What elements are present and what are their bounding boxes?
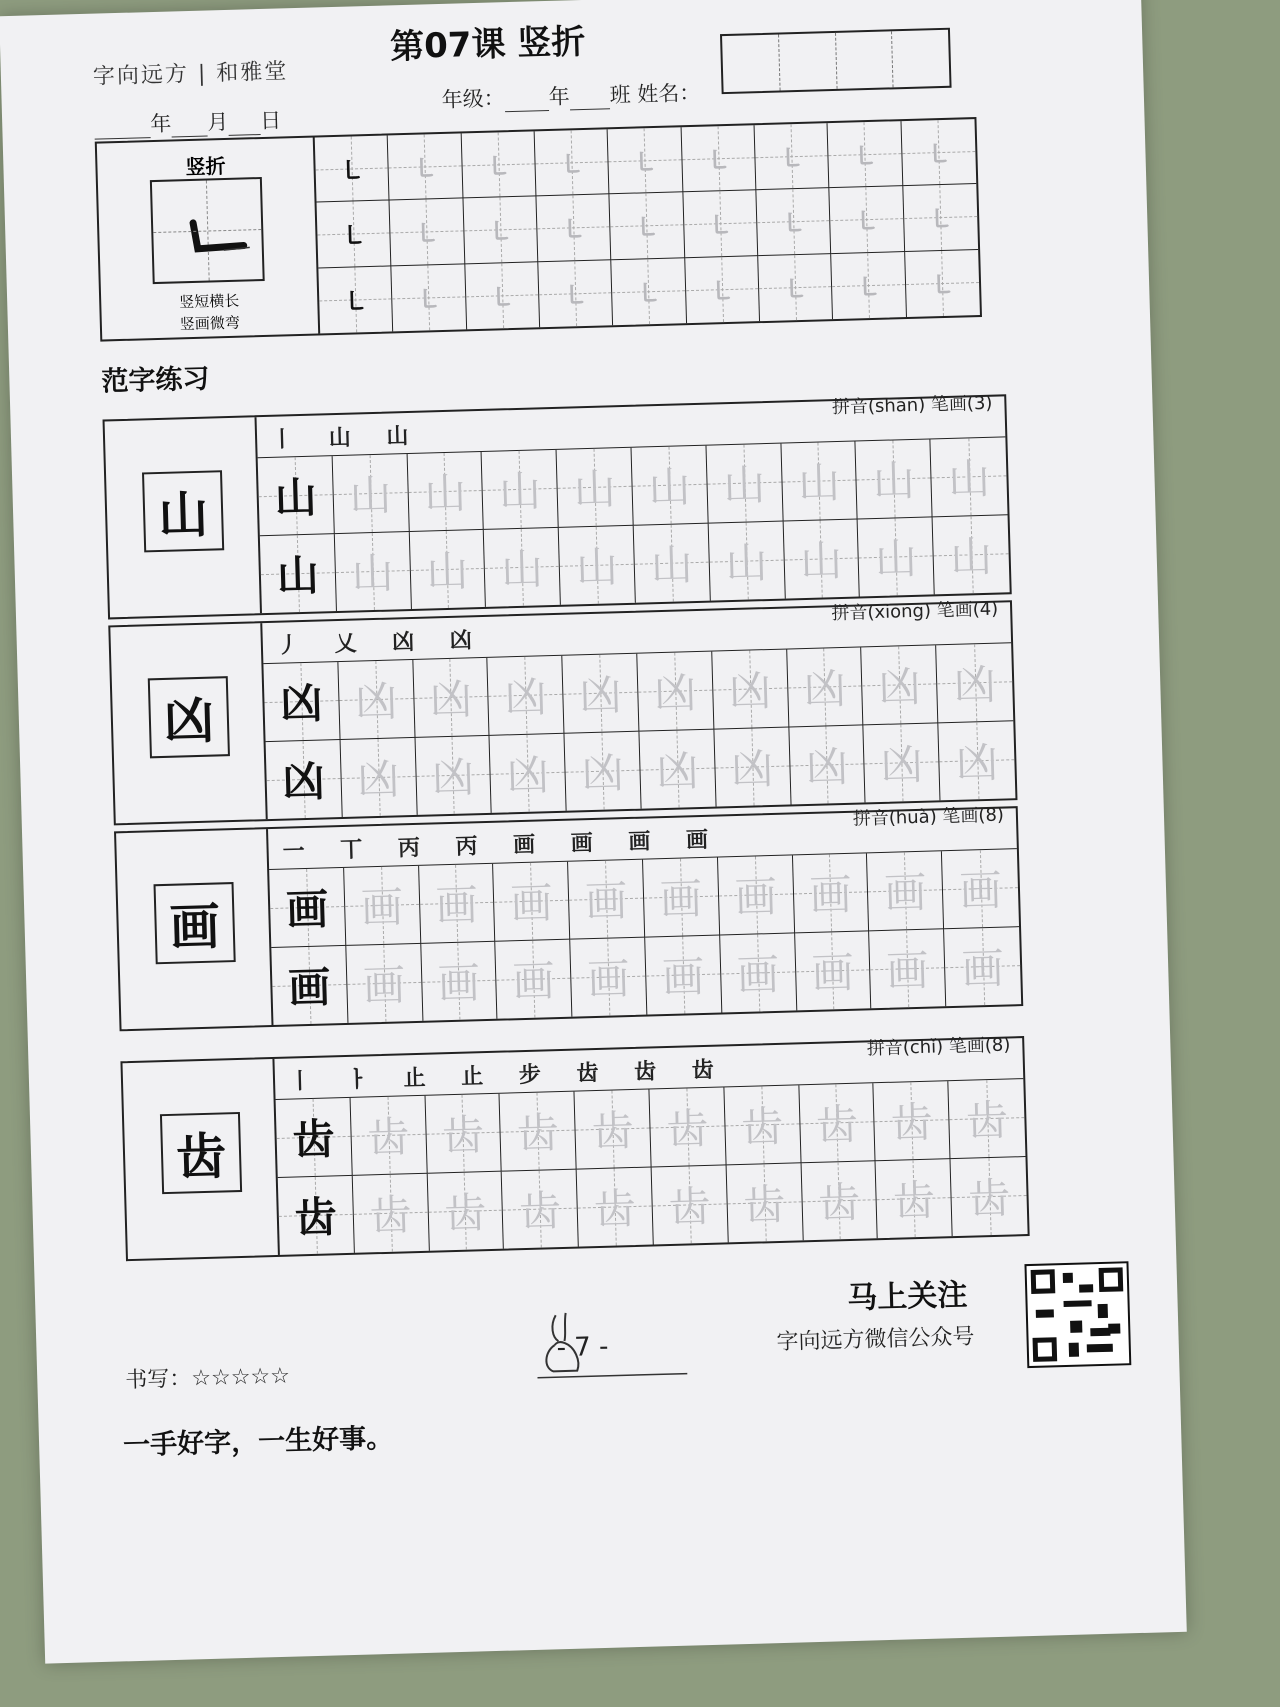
stroke-practice-cell[interactable] — [610, 193, 685, 260]
trace-character: 山 — [797, 458, 841, 509]
practice-cell[interactable] — [562, 654, 639, 734]
trace-character: 凶 — [580, 748, 625, 799]
motto: 一手好字，一生好事。 — [122, 1422, 394, 1462]
trace-character: 齿 — [291, 1114, 336, 1165]
practice-grid[interactable] — [276, 1079, 1028, 1255]
stroke-practice-cell[interactable] — [831, 252, 906, 319]
practice-cell[interactable] — [720, 933, 797, 1013]
section-title: 范字练习 — [101, 363, 210, 398]
rating — [125, 1359, 290, 1395]
practice-cell[interactable] — [263, 662, 340, 742]
grade-label: 年级： — [441, 86, 506, 112]
practice-cell[interactable] — [484, 527, 561, 607]
practice-cell[interactable] — [944, 927, 1021, 1007]
stroke-glyph: ㇄ — [706, 210, 734, 242]
trace-character: 凶 — [431, 752, 475, 803]
stroke-order: 丨 山 山 — [270, 423, 423, 453]
trace-character: 齿 — [890, 1097, 934, 1149]
trace-character: 山 — [573, 464, 617, 515]
practice-cell[interactable] — [712, 650, 789, 730]
practice-cell[interactable] — [726, 1163, 803, 1243]
practice-cell[interactable] — [419, 864, 496, 944]
practice-cell[interactable] — [942, 849, 1019, 929]
trace-character: 齿 — [742, 1180, 787, 1231]
practice-cell[interactable] — [575, 1090, 652, 1170]
trace-character: 齿 — [665, 1104, 710, 1155]
trace-character: 凶 — [354, 676, 398, 727]
practice-cell[interactable] — [799, 1083, 876, 1163]
trace-character: 齿 — [518, 1186, 562, 1237]
stroke-glyph: ㇄ — [778, 143, 806, 175]
model-character-panel — [116, 829, 273, 1029]
practice-cell[interactable] — [346, 943, 423, 1023]
model-character: 齿 — [160, 1112, 242, 1194]
trace-character: 凶 — [953, 659, 997, 711]
pinyin-strokes: 拼音(shān) 笔画(3) — [831, 392, 993, 419]
practice-cell[interactable] — [338, 660, 415, 740]
practice-cell[interactable] — [490, 733, 567, 813]
practice-cell[interactable] — [787, 647, 864, 727]
stroke-order: 丿 乂 凶 凶 — [276, 627, 487, 659]
practice-cell[interactable] — [407, 452, 484, 532]
practice-cell[interactable] — [260, 534, 337, 614]
practice-cell[interactable] — [493, 862, 570, 942]
stroke-glyph: ㇄ — [411, 153, 439, 185]
practice-cell[interactable] — [266, 740, 343, 820]
practice-cell[interactable] — [258, 456, 335, 536]
trace-character: 画 — [511, 956, 556, 1007]
practice-cell[interactable] — [415, 735, 492, 815]
trace-character: 画 — [958, 865, 1003, 917]
stroke-name: 竖折 — [185, 154, 226, 180]
trace-character: 齿 — [441, 1110, 485, 1161]
stroke-glyph: ㇄ — [780, 208, 807, 240]
practice-cell[interactable] — [789, 725, 866, 805]
trace-character: 齿 — [366, 1112, 411, 1163]
trace-character: 凶 — [728, 666, 772, 717]
trace-character: 齿 — [965, 1095, 1009, 1146]
trace-character: 凶 — [504, 672, 548, 723]
trace-character: 齿 — [967, 1173, 1011, 1224]
trace-character: 画 — [509, 878, 554, 929]
practice-cell[interactable] — [801, 1161, 878, 1241]
trace-character: 山 — [799, 536, 843, 587]
practice-cell[interactable] — [409, 529, 486, 609]
trace-character: 齿 — [667, 1182, 712, 1233]
character-block — [120, 1036, 1029, 1261]
trace-character: 凶 — [506, 750, 550, 801]
stroke-glyph: ㇄ — [340, 221, 368, 252]
name-label: 姓名： — [637, 80, 701, 107]
practice-cell[interactable] — [951, 1157, 1028, 1237]
character-block — [114, 806, 1023, 1031]
stroke-practice-cell[interactable] — [905, 250, 980, 317]
trace-character: 凶 — [279, 678, 324, 729]
stroke-demo-icon — [150, 177, 265, 284]
practice-cell[interactable] — [938, 721, 1015, 801]
stroke-info — [97, 138, 320, 340]
trace-character: 山 — [350, 548, 395, 599]
stroke-glyph: ㇄ — [635, 278, 663, 310]
practice-area — [262, 598, 1015, 819]
practice-cell[interactable] — [634, 523, 711, 603]
trace-character: 齿 — [294, 1192, 338, 1243]
stroke-glyph: ㇄ — [631, 147, 659, 179]
trace-character: 凶 — [803, 664, 847, 715]
trace-character: 山 — [724, 538, 769, 589]
practice-cell[interactable] — [421, 941, 498, 1021]
trace-character: 画 — [736, 950, 780, 1001]
qr-code-icon[interactable] — [1024, 1261, 1131, 1368]
grade-class-name-line — [441, 77, 700, 114]
practice-cell[interactable] — [874, 1081, 951, 1161]
practice-cell[interactable] — [577, 1167, 654, 1247]
trace-character: 山 — [722, 460, 766, 511]
trace-character: 齿 — [368, 1190, 413, 1241]
practice-cell[interactable] — [724, 1085, 801, 1165]
trace-character: 凶 — [877, 662, 922, 713]
practice-cell[interactable] — [271, 945, 348, 1025]
practice-cell[interactable] — [637, 652, 714, 732]
stroke-practice-cell[interactable] — [681, 125, 756, 192]
trace-character: 画 — [883, 867, 928, 919]
practice-cell[interactable] — [496, 939, 573, 1019]
stroke-glyph: ㇄ — [925, 139, 953, 171]
stroke-order: 一 丅 丙 丙 画 画 画 画 — [282, 827, 723, 865]
stroke-glyph: ㇄ — [851, 141, 879, 173]
trace-character: 画 — [285, 884, 329, 935]
stroke-practice-cell[interactable] — [538, 260, 613, 327]
stroke-glyph: ㇄ — [855, 272, 883, 304]
stroke-practice-cell[interactable] — [755, 123, 830, 190]
stroke-practice-cell[interactable] — [463, 197, 538, 264]
practice-grid[interactable] — [269, 849, 1021, 1025]
practice-cell[interactable] — [643, 858, 720, 938]
practice-cell[interactable] — [559, 525, 636, 605]
model-character-panel — [122, 1059, 279, 1259]
practice-cell[interactable] — [652, 1165, 729, 1245]
practice-cell[interactable] — [856, 439, 933, 519]
stroke-glyph: ㇄ — [486, 216, 514, 248]
practice-cell[interactable] — [708, 521, 785, 601]
trace-character: 凶 — [653, 668, 697, 719]
stroke-glyph: ㇄ — [704, 145, 732, 177]
character-block — [108, 600, 1017, 825]
trace-character: 凶 — [880, 740, 924, 791]
trace-character: 画 — [360, 882, 404, 933]
stroke-practice-cell[interactable] — [608, 127, 683, 194]
practice-cell[interactable] — [344, 866, 421, 946]
trace-character: 齿 — [892, 1175, 936, 1227]
practice-cell[interactable] — [425, 1094, 502, 1174]
stroke-practice-cell[interactable] — [535, 129, 610, 196]
practice-cell[interactable] — [632, 446, 709, 526]
practice-cell[interactable] — [645, 935, 722, 1015]
practice-cell[interactable] — [639, 729, 716, 809]
stroke-practice-cell[interactable] — [318, 266, 393, 333]
practice-cell[interactable] — [500, 1092, 577, 1172]
practice-cell[interactable] — [340, 737, 417, 817]
trace-character: 山 — [647, 462, 692, 513]
follow-text: 马上关注 — [846, 1277, 968, 1317]
practice-cell[interactable] — [332, 454, 409, 534]
model-character: 凶 — [148, 676, 230, 758]
practice-cell[interactable] — [931, 437, 1008, 517]
model-character-panel — [110, 623, 267, 823]
wechat-text: 字向远方微信公众号 — [776, 1324, 975, 1356]
trace-character: 山 — [500, 544, 544, 595]
stroke-glyph: ㇄ — [342, 286, 369, 318]
stroke-glyph: ㇄ — [338, 155, 366, 187]
stroke-practice-cell[interactable] — [612, 258, 687, 325]
practice-cell[interactable] — [862, 645, 939, 725]
stroke-practice-cell[interactable] — [903, 184, 978, 251]
trace-character: 凶 — [655, 746, 700, 797]
trace-character: 画 — [287, 962, 332, 1013]
practice-cell[interactable] — [864, 723, 941, 803]
practice-cell[interactable] — [858, 517, 935, 597]
trace-character: 凶 — [805, 742, 849, 793]
practice-cell[interactable] — [335, 532, 412, 612]
trace-character: 山 — [348, 470, 393, 521]
trace-character: 画 — [584, 876, 628, 927]
stroke-glyph: ㇄ — [633, 212, 661, 244]
practice-cell[interactable] — [876, 1159, 953, 1239]
trace-character: 齿 — [443, 1188, 488, 1239]
stroke-glyph: ㇄ — [561, 280, 589, 312]
rating-stars[interactable]: ☆☆☆☆☆ — [191, 1363, 291, 1392]
trace-character: 凶 — [429, 674, 473, 725]
practice-grid[interactable] — [263, 643, 1015, 819]
stroke-practice-cell[interactable] — [388, 133, 463, 200]
practice-cell[interactable] — [278, 1175, 355, 1255]
trace-character: 齿 — [817, 1177, 861, 1229]
practice-area — [268, 804, 1021, 1025]
trace-character: 齿 — [740, 1102, 784, 1153]
practice-cell[interactable] — [781, 442, 858, 522]
year-label: 年 — [149, 111, 172, 137]
trace-character: 山 — [949, 532, 993, 583]
page-number: - 7 - — [556, 1331, 609, 1364]
practice-area — [257, 392, 1010, 613]
practice-cell[interactable] — [350, 1096, 427, 1176]
rating-label: 书写： — [125, 1366, 192, 1394]
stroke-glyph: ㇄ — [929, 270, 956, 302]
day-label: 日 — [259, 108, 282, 134]
trace-character: 画 — [435, 880, 479, 931]
practice-cell[interactable] — [502, 1169, 579, 1249]
stroke-glyph: ㇄ — [927, 204, 955, 236]
trace-character: 山 — [425, 546, 470, 597]
stroke-practice-cell[interactable] — [683, 191, 758, 258]
practice-cell[interactable] — [353, 1173, 430, 1253]
practice-cell[interactable] — [488, 656, 565, 736]
trace-character: 画 — [362, 960, 406, 1011]
practice-cell[interactable] — [413, 658, 490, 738]
practice-area — [274, 1034, 1027, 1255]
model-character: 画 — [154, 882, 236, 964]
stroke-practice-cell[interactable] — [465, 262, 540, 329]
trace-character: 山 — [276, 550, 320, 601]
practice-cell[interactable] — [714, 727, 791, 807]
date-line — [94, 104, 282, 139]
stroke-practice-cell[interactable] — [536, 195, 611, 262]
stroke-glyph: ㇄ — [558, 149, 586, 181]
practice-cell[interactable] — [936, 643, 1013, 723]
pinyin-strokes: 拼音(xiōng) 笔画(4) — [831, 598, 999, 625]
practice-cell[interactable] — [276, 1098, 353, 1178]
stroke-glyph: ㇄ — [781, 274, 809, 306]
practice-cell[interactable] — [570, 937, 647, 1017]
trace-character: 画 — [437, 958, 481, 1009]
trace-character: 山 — [423, 468, 467, 519]
trace-character: 齿 — [516, 1108, 560, 1159]
stroke-grid[interactable] — [315, 119, 980, 333]
trace-character: 山 — [650, 540, 694, 591]
practice-cell[interactable] — [783, 519, 860, 599]
practice-cell[interactable] — [793, 853, 870, 933]
trace-character: 画 — [961, 943, 1005, 995]
stroke-practice-cell[interactable] — [392, 264, 467, 331]
model-character-panel — [105, 417, 262, 617]
trace-character: 齿 — [590, 1106, 635, 1157]
practice-cell[interactable] — [557, 448, 634, 528]
trace-character: 画 — [808, 870, 853, 921]
stroke-practice-cell[interactable] — [390, 199, 465, 266]
trace-character: 凶 — [356, 754, 401, 805]
practice-cell[interactable] — [482, 450, 559, 530]
trace-character: 画 — [661, 952, 705, 1003]
stroke-practice-cell[interactable] — [828, 121, 903, 188]
class-label: 班 — [609, 82, 631, 108]
pinyin-strokes: 拼音(huà) 笔画(8) — [852, 804, 1005, 830]
practice-cell[interactable] — [949, 1079, 1026, 1159]
trace-character: 山 — [947, 454, 991, 505]
practice-cell[interactable] — [867, 851, 944, 931]
stroke-tip: 竖短横长 竖画微弯 — [179, 291, 241, 334]
trace-character: 画 — [734, 872, 778, 923]
practice-cell[interactable] — [269, 868, 346, 948]
stroke-order: 丨 ㅏ 止 止 步 齿 齿 齿 — [288, 1057, 729, 1095]
character-block — [103, 394, 1012, 619]
stroke-glyph: ㇄ — [413, 219, 441, 250]
trace-character: 凶 — [578, 670, 623, 721]
stroke-glyph: ㇄ — [560, 214, 588, 246]
trace-character: 画 — [885, 945, 930, 997]
month-label: 月 — [206, 109, 229, 135]
stroke-practice-cell[interactable] — [461, 131, 536, 198]
trace-character: 凶 — [730, 744, 774, 795]
stroke-practice-cell[interactable] — [685, 256, 760, 323]
trace-character: 山 — [872, 456, 916, 507]
trace-character: 齿 — [593, 1184, 637, 1235]
brand-logo: 字向远方 | 和雅堂 — [92, 59, 289, 90]
practice-cell[interactable] — [568, 860, 645, 940]
trace-character: 山 — [874, 534, 918, 585]
stroke-glyph: ㇄ — [488, 282, 516, 314]
trace-character: 画 — [659, 874, 703, 925]
stroke-glyph: ㇄ — [485, 151, 512, 183]
stroke-practice-box — [95, 117, 982, 342]
stroke-practice-cell[interactable] — [830, 186, 905, 253]
practice-cell[interactable] — [869, 929, 946, 1009]
stroke-practice-cell[interactable] — [315, 135, 390, 202]
grade-year-label: 年 — [548, 84, 571, 109]
stroke-practice-cell[interactable] — [317, 201, 392, 268]
practice-cell[interactable] — [933, 515, 1010, 595]
stroke-glyph: ㇄ — [708, 276, 736, 308]
stroke-practice-cell[interactable] — [758, 254, 833, 321]
trace-character: 山 — [273, 472, 318, 524]
trace-character: 凶 — [955, 737, 999, 789]
trace-character: 画 — [811, 948, 855, 999]
stroke-glyph: ㇄ — [415, 284, 443, 316]
trace-character: 凶 — [281, 756, 326, 807]
practice-cell[interactable] — [718, 855, 795, 935]
practice-grid[interactable] — [258, 437, 1010, 613]
stroke-practice-cell[interactable] — [756, 188, 831, 255]
name-grid[interactable] — [720, 28, 952, 94]
model-character: 山 — [142, 470, 224, 552]
practice-cell[interactable] — [706, 444, 783, 524]
stroke-practice-cell[interactable] — [901, 119, 976, 186]
practice-cell[interactable] — [427, 1171, 504, 1251]
trace-character: 山 — [498, 466, 542, 517]
practice-cell[interactable] — [649, 1087, 726, 1167]
lesson-title: 第07课 竖折 — [389, 21, 586, 68]
practice-cell[interactable] — [795, 931, 872, 1011]
practice-cell[interactable] — [565, 731, 642, 811]
trace-character: 山 — [575, 542, 619, 593]
pinyin-strokes: 拼音(chǐ) 笔画(8) — [866, 1034, 1011, 1060]
trace-character: 齿 — [815, 1099, 859, 1151]
stroke-glyph: ㇄ — [853, 206, 881, 238]
trace-character: 画 — [586, 954, 631, 1005]
